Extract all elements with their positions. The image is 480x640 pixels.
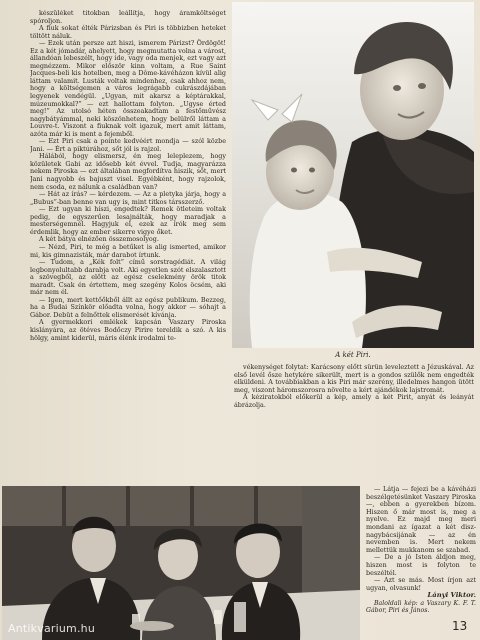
paragraph: — Igen, mert kettőőkből állt az egész publikum. Bezzeg, ha a Budai Színkör előadta volna, hogy akkor — sóhajt a Gábor. Debüt a felnőttek elismerését kívánja. — [30, 295, 226, 319]
paragraph: — Nézd, Piri, te még a betűket is alig ismerted, amikor mi, kis gimnazisták, már darabot írtunk. — [30, 242, 226, 259]
paragraph: — Azt se más. Most írjon azt ugyan, olvasunk! — [366, 576, 476, 592]
paragraph: vékenységet folytat: Karácsony előtt sürün leveleztett a Jézuskával. Az első levél ősze hetykére sikerült, mert is a gondos szülők nem engedték elküldeni. A továbbiakban a kis Piri már szerény, illedelmes hangon ütött meg, viszont háromszorosra növelte a kért ajándékok lajstromát. — [234, 363, 474, 394]
paragraph: — De a jó Isten áldjon meg, hiszen most is folyton te beszéltél. — [366, 553, 476, 577]
paragraph: készüléket titokban leállítja, hogy áramköltséget spóroljon. — [30, 10, 226, 25]
photo-caption: Baloldali kép: a Vaszary K. F. T. Gábor, Piri és János. — [366, 599, 476, 615]
paragraph: — Látja — fejezi be a kávéházi beszélgetésünket Vaszary Piroska —, ebben a gyerekben bízom. Hiszen ő már most is, meg a nyelve. Ez majd meg meri mondani az ígazat a két disz-nagybácsijának — az én nevemben is. Mert nekem mellettük mukkanom se szabad. — [366, 485, 476, 554]
paragraph: — Hát az írás? — kérdezem. — Az a pletyka járja, hogy a „Bubus”-ban benne van ugy is, mint titkos társszerző. — [30, 190, 226, 206]
page-number: 13 — [452, 619, 468, 633]
photo-cafe-group — [2, 486, 360, 640]
paragraph: A kéziratokból előkerül a kép, amely a két Pirit, anyát és leányát ábrázolja. — [234, 393, 474, 409]
paragraph: — Tudom, a „Kék folt” című sorstragédiát. A világ legbonyolultabb darabja volt. Aki egyetlen szót elszalasztott a szövegből, az előtt az egész cselekmény örök titok maradt. Csak én értettem, meg szegény Kolos öcsém, aki már nem él. — [30, 258, 226, 297]
paragraph: — Ezt Piri csak a pointe kedvéért mondja — szól közbe Jani. — Ért a piktúrához, sőt jól is rajzol. — [30, 137, 226, 153]
paragraph: Hálából, hogy elismersz, én meg leleplezem, hogy közületek Gabi az idősebb két évvel. Tudja, magyarázza nekem Piroska — ezt általában megfordítva hiszik, sőt, mert Jani nagyobb és bajuszt visel. Egyébként, hogy rajzolok, nem csoda, ez nálunk a családban van? — [30, 152, 226, 191]
article-column-left — [30, 10, 226, 478]
photo-cafe-group-image — [2, 486, 360, 640]
paragraph: A fiuk sokat élték Párizsban és Piri is többizben heteket töltött náluk. — [30, 24, 226, 40]
paragraph: — Ezek után persze azt hiszi, ismerem Párizst? Ördögöt! Ez a két jómadár, ahelyett, hogy megmutatta volna a várost, állandóan lebeszélt, hogy ide, vagy oda menjek, ezt vagy azt megnézzem. Mikor először kinn voltam, a Rue Saint Jacques-beli kis hotelben, meg a Dôme-kávéházon kívül alig láttam valamit. Lusták voltak mindenhez, csak ahhoz nem, hogy a költségemen a város legrágabb cukrászdájában legyenek vendégül. „Ugyan, mit akarsz a képtárakkal, múzeumokkal?” — ezt hallottam folyton. „Ugyse érted meg!” Az utolsó héten összeakadtam a festőművész nagybátyámmal, neki köszönhetem, hogy belülről láttam a Louvre-t. Viszont a fiuknak volt igazuk, mert amit láttam, azóta már ki is ment a fejemből. — [30, 39, 226, 138]
paragraph: A gyermekkori emlékek kapcsán Vaszary Piroska kislányára, az ötéves Bodőczy Pirire tereldik a szó. A kis hölgy, amint kiderül, máris élénk irodalmi te- — [30, 318, 226, 342]
photo-mother-and-daughter — [232, 2, 474, 348]
photo-mother-and-daughter-image — [232, 2, 474, 348]
article-column-right-top — [234, 364, 474, 410]
paragraph: A két bátya elnézően összemosolyog. — [39, 235, 159, 244]
article-column-right-bottom — [366, 486, 476, 615]
author-byline: Lányi Viktor. — [427, 591, 476, 600]
watermark: Antikvarium.hu — [8, 622, 95, 635]
photo-caption: A két Piri. — [335, 351, 371, 359]
paragraph: — Ezt ugyan ki híszi, engedtek? Remek ötleteim voltak pedig, de egyszerűen lesajnálták, hogy maradjak a mesterségemnél. Hagyjuk el, ezek az írók meg sem érdemlik, hogy az ember sikerre vigye őket. — [30, 205, 226, 236]
